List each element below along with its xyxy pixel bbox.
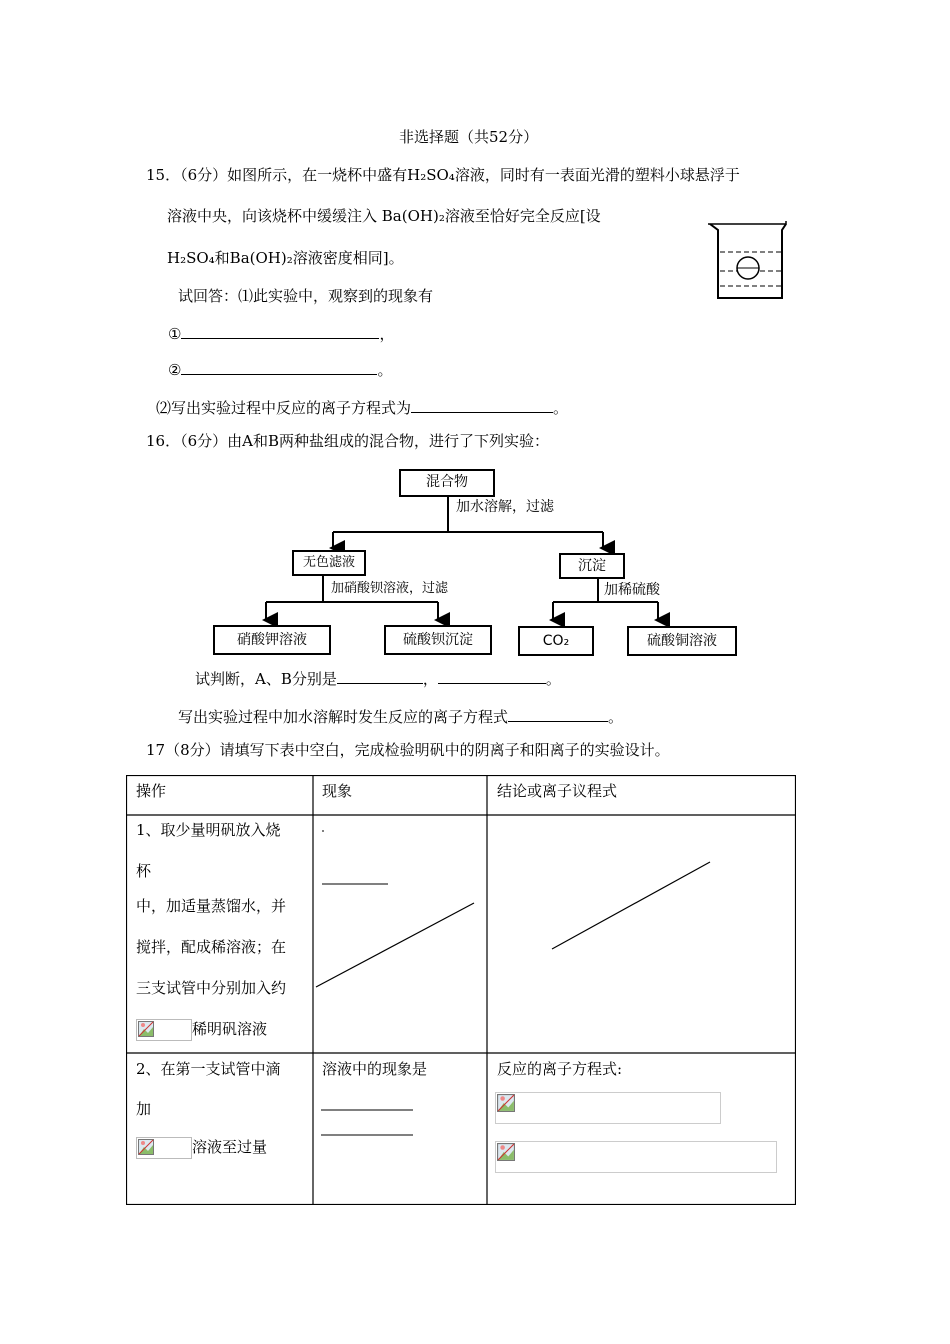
q15-line4: 试回答：⑴此实验中，观察到的现象有	[178, 287, 434, 305]
q15-blank2-prefix: ②	[168, 361, 182, 379]
broken-image-icon	[497, 1094, 515, 1112]
flow-step1: 加水溶解，过滤	[456, 499, 554, 515]
q15-blank2-suffix: 。	[377, 361, 393, 379]
q15-line2: 溶液中央，向该烧杯中缓缓注入 Ba(OH)₂溶液至恰好完全反应[设	[167, 207, 601, 225]
answer-blank[interactable]	[181, 322, 379, 339]
row2-op-line1: 2、在第一支试管中滴	[136, 1060, 281, 1078]
answer-image-box[interactable]	[495, 1092, 721, 1124]
q16-judge	[195, 667, 561, 689]
flow-step-right: 加稀硫酸	[604, 582, 660, 598]
row2-op-line3	[136, 1137, 267, 1159]
answer-image-box[interactable]	[495, 1141, 777, 1173]
q15-blank1-prefix: ①	[168, 325, 182, 343]
q16-intro: 16．（6分）由A和B两种盐组成的混合物，进行了下列实验：	[146, 432, 549, 450]
answer-blank[interactable]	[337, 667, 423, 684]
row2-conclusion: 反应的离子方程式:	[497, 1060, 623, 1078]
q16-write	[178, 705, 623, 727]
row1-op-line6	[136, 1019, 267, 1041]
header-conclusion: 结论或离子议程式	[497, 782, 618, 800]
flow-rl: CO₂	[518, 626, 594, 656]
broken-image-icon	[497, 1143, 515, 1161]
beaker-with-ball-icon	[706, 218, 792, 302]
q15-blank2	[168, 358, 392, 380]
answer-blank[interactable]	[438, 667, 546, 684]
row1-op-line1: 1、取少量明矾放入烧	[136, 821, 281, 839]
row1-op-line3: 中，加适量蒸馏水，并	[136, 897, 287, 915]
q15-blank1-suffix: ，	[379, 325, 395, 343]
q16-write-prefix: 写出实验过程中加水溶解时发生反应的离子方程式	[178, 708, 509, 726]
flow-lr: 硫酸钡沉淀	[384, 625, 492, 655]
header-phenomenon: 现象	[322, 782, 353, 800]
flow-root: 混合物	[399, 469, 495, 497]
q16-judge-mid: ，	[422, 670, 438, 688]
row1-op-last: 稀明矾溶液	[192, 1020, 268, 1038]
broken-image-icon	[136, 1137, 192, 1159]
q15-line7-text: ⑵写出实验过程中反应的离子方程式为	[156, 399, 412, 417]
answer-blank[interactable]	[508, 705, 608, 722]
q15-line7-suffix: 。	[553, 399, 569, 417]
row2-op-last: 溶液至过量	[192, 1138, 268, 1156]
broken-image-icon	[136, 1019, 192, 1041]
row1-op-line2: 杯	[136, 862, 152, 880]
q15-line1: 15．（6分）如图所示，在一烧杯中盛有H₂SO₄溶液，同时有一表面光滑的塑料小球悬浮于	[146, 166, 740, 184]
answer-blank[interactable]	[411, 396, 553, 413]
q17-intro: 17（8分）请填写下表中空白，完成检验明矾中的阴离子和阳离子的实验设计。	[146, 741, 670, 759]
row1-op-line4: 搅拌，配成稀溶液；在	[136, 938, 287, 956]
answer-blank[interactable]	[181, 358, 377, 375]
q16-judge-prefix: 试判断，A、B分别是	[195, 670, 337, 688]
row2-phenomenon: 溶液中的现象是	[322, 1060, 428, 1078]
header-operation: 操作	[136, 782, 167, 800]
section-title: 非选择题（共52分）	[399, 128, 539, 146]
q15-line3: H₂SO₄和Ba(OH)₂溶液密度相同]。	[167, 249, 404, 267]
q15-blank1	[168, 322, 394, 344]
flow-step-left: 加硝酸钡溶液，过滤	[331, 581, 449, 596]
q15-line7	[156, 396, 568, 418]
q16-judge-suffix: 。	[545, 670, 561, 688]
row2-op-line2: 加	[136, 1100, 152, 1118]
q16-write-suffix: 。	[608, 708, 624, 726]
experiment-table	[126, 775, 796, 1205]
row1-op-line5: 三支试管中分别加入约	[136, 979, 287, 997]
flow-ll: 硝酸钾溶液	[213, 625, 331, 655]
flow-rr: 硫酸铜溶液	[627, 626, 737, 656]
flow-right: 沉淀	[559, 553, 625, 579]
flow-left: 无色滤液	[292, 550, 366, 576]
